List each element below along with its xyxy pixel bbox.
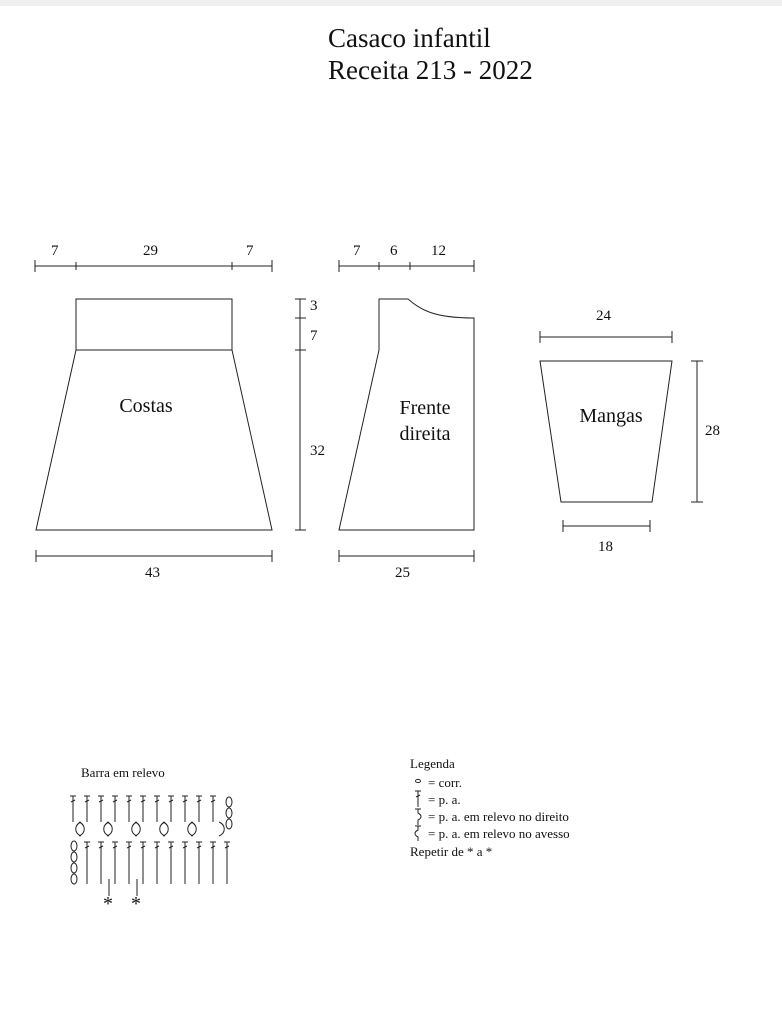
front-top-c-measure: 12	[431, 243, 446, 259]
legend-double-crochet: = p. a.	[428, 792, 461, 807]
back-side-height-measure: 32	[310, 443, 325, 459]
stitch-chart-title: Barra em relevo	[81, 765, 165, 780]
relief-stitch	[76, 822, 81, 836]
stitch-top-row	[196, 796, 202, 822]
stitch-bottom-row	[210, 842, 216, 884]
stitch-top-row	[70, 796, 76, 822]
front-label-line-2: direita	[399, 423, 451, 445]
front-bottom-dimension	[339, 550, 474, 562]
stitch-top-row	[140, 796, 146, 822]
stitch-top-row	[210, 796, 216, 822]
stitch-bottom-row	[140, 842, 146, 884]
stitch-bottom-row	[126, 842, 132, 884]
sleeve-side-dimension	[691, 361, 703, 502]
back-top-right-measure: 7	[246, 243, 254, 259]
back-top-dimension	[35, 260, 272, 272]
back-post-icon	[415, 826, 421, 841]
relief-stitch	[104, 822, 109, 836]
relief-stitch	[132, 822, 137, 836]
title-line-2: Receita 213 - 2022	[328, 55, 533, 85]
front-top-dimension	[339, 260, 474, 272]
back-bottom-dimension	[36, 550, 272, 562]
stitch-bottom-row	[84, 842, 90, 884]
relief-stitch	[160, 822, 165, 836]
front-top-b-measure: 6	[390, 243, 398, 259]
stitch-top-row	[182, 796, 188, 822]
stitch-bottom-row	[182, 842, 188, 884]
relief-stitch	[107, 822, 112, 836]
front-post-icon	[415, 809, 421, 825]
relief-stitch	[188, 822, 193, 836]
front-top-a-measure: 7	[353, 243, 361, 259]
stitch-top-row	[84, 796, 90, 822]
relief-stitch	[79, 822, 84, 836]
back-side-dimension	[295, 299, 306, 530]
sleeve-label: Mangas	[579, 405, 643, 427]
stitch-top-row	[154, 796, 160, 822]
sleeve-height-measure: 28	[705, 423, 720, 439]
back-top-left-measure: 7	[51, 243, 59, 259]
back-top-mid-measure: 29	[143, 243, 158, 259]
sleeve-top-dimension	[540, 331, 672, 343]
sleeve-outline	[540, 361, 672, 502]
sleeve-top-measure: 24	[596, 308, 611, 324]
legend-symbols	[415, 779, 421, 841]
stitch-top-row	[168, 796, 174, 822]
legend-chain: = corr.	[428, 775, 463, 790]
relief-stitch	[191, 822, 196, 836]
stitch-bottom-row	[168, 842, 174, 884]
repeat-mark-start: *	[103, 893, 113, 915]
front-piece-label	[380, 395, 470, 447]
relief-stitch	[219, 822, 224, 836]
legend-back-post: = p. a. em relevo no avesso	[428, 826, 570, 841]
back-piece-label: Costas	[119, 395, 173, 417]
chain-icon	[416, 779, 421, 782]
stitch-bottom-row	[112, 842, 118, 884]
stitch-top-row	[98, 796, 104, 822]
sleeve-bottom-dimension	[563, 520, 650, 532]
repeat-mark-end: *	[131, 893, 141, 915]
stitch-bottom-row	[154, 842, 160, 884]
front-bottom-measure: 25	[395, 565, 410, 581]
stitch-chart-symbols	[70, 796, 232, 884]
stitch-top-row	[112, 796, 118, 822]
sleeve-bottom-measure: 18	[598, 539, 613, 555]
stitch-bottom-row	[196, 842, 202, 884]
back-side-top-measure: 3	[310, 298, 318, 314]
legend-front-post: = p. a. em relevo no direito	[428, 809, 569, 824]
relief-stitch	[163, 822, 168, 836]
stitch-top-row	[126, 796, 132, 822]
title-line-1: Casaco infantil	[328, 23, 491, 53]
back-bottom-measure: 43	[145, 565, 160, 581]
stitch-bottom-row	[224, 842, 230, 884]
legend-repeat: Repetir de * a *	[410, 844, 493, 859]
relief-stitch	[135, 822, 140, 836]
chain-column-left	[71, 841, 77, 884]
front-label-line-1: Frente	[399, 397, 451, 419]
stitch-bottom-row	[98, 842, 104, 884]
double-crochet-icon	[415, 791, 421, 807]
back-side-mid-measure: 7	[310, 328, 318, 344]
chain-column-right	[226, 797, 232, 829]
legend-title: Legenda	[410, 756, 455, 771]
